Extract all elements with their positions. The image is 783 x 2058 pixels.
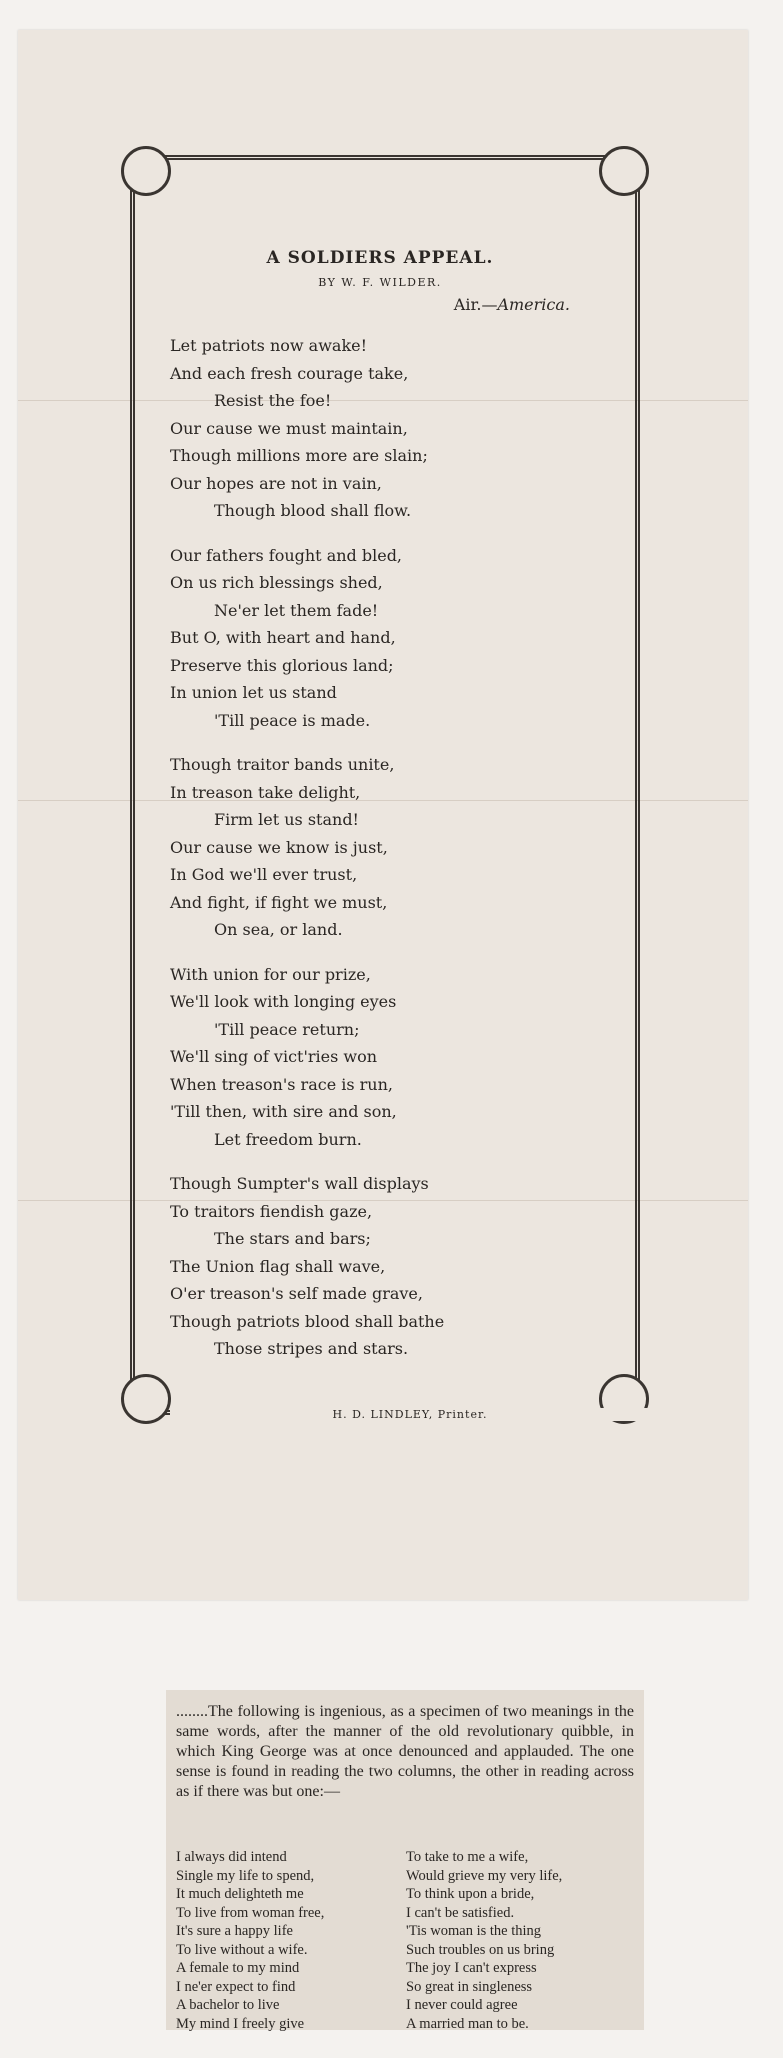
poem-line: But O, with heart and hand, (170, 628, 396, 647)
poem-line: In union let us stand (170, 683, 337, 702)
poem-line: Though traitor bands unite, (170, 755, 395, 774)
clipping-intro: ........The following is ingenious, as a specimen of two meanings in the same words, after the manner of the old revolutionary quibble, in which King George was at once denounced and applauded. The one sense is found in reading the two columns, the other in reading across as if there was but one:— (176, 1703, 634, 1800)
poem-line: Ne'er let them fade! (214, 600, 379, 620)
clipping-line: Single my life to spend, (176, 1867, 315, 1884)
clipping-columns (176, 1848, 636, 2033)
clipping-line: Such troubles on us bring (406, 1941, 555, 1958)
corner-ornament (599, 146, 649, 196)
poem (170, 248, 590, 1380)
poem-line: We'll look with longing eyes (170, 992, 397, 1011)
poem-line: We'll sing of vict'ries won (170, 1047, 378, 1066)
poem-line: 'Till then, with sire and son, (170, 1102, 397, 1121)
clipping-line: It's sure a happy life (176, 1923, 293, 1939)
clipping-line: A female to my mind (176, 1960, 300, 1976)
poem-line: And fight, if fight we must, (170, 892, 388, 912)
stanza (170, 961, 590, 1154)
clipping-line: The joy I can't express (406, 1960, 537, 1976)
clipping-line: I always did intend (176, 1849, 287, 1865)
clipping-line: To think upon a bride, (406, 1886, 535, 1902)
clipping-line: A bachelor to live (176, 1997, 280, 2013)
corner-ornament (121, 1374, 171, 1424)
stanzas (170, 332, 590, 1363)
air-prefix: Air.— (453, 295, 498, 314)
poem-line: In treason take delight, (170, 782, 361, 802)
poem-line: Let patriots now awake! (170, 336, 368, 355)
clipping-line: I never could agree (406, 1997, 518, 2013)
poem-line: The Union flag shall wave, (170, 1256, 386, 1276)
poem-line: Though patriots blood shall bathe (170, 1311, 445, 1331)
clipping-line: To take to me a wife, (406, 1849, 529, 1865)
stanza (170, 542, 590, 735)
air-tune: America. (497, 295, 570, 314)
poem-line: On us rich blessings shed, (170, 573, 383, 592)
right-column (406, 1848, 636, 2033)
poem-line: Let freedom burn. (214, 1129, 362, 1149)
poem-line: When treason's race is run, (170, 1074, 393, 1094)
clipping-line: So great in singleness (406, 1978, 533, 1995)
poem-line: On sea, or land. (214, 920, 343, 939)
poem-line: Resist the foe! (214, 391, 332, 410)
poem-line: Our cause we must maintain, (170, 418, 408, 438)
poem-line: Though blood shall flow. (214, 501, 412, 520)
left-column (176, 1848, 406, 2033)
poem-line: Our fathers fought and bled, (170, 545, 403, 565)
air-line (170, 295, 590, 314)
clipping-line: 'Tis woman is the thing (406, 1923, 542, 1939)
poem-line: To traitors fiendish gaze, (170, 1201, 373, 1221)
stanza (170, 1170, 590, 1363)
clipping-line: It much delighteth me (176, 1886, 304, 1902)
newspaper-clipping (166, 1690, 644, 2030)
clipping-line: A married man to be. (406, 2015, 529, 2032)
poem-byline: BY W. F. WILDER. (318, 276, 442, 289)
poem-line: Though millions more are slain; (170, 446, 428, 465)
poem-line: And each fresh courage take, (170, 363, 409, 383)
stanza (170, 332, 590, 525)
corner-ornament (121, 146, 171, 196)
clipping-line: To live without a wife. (176, 1941, 308, 1958)
poem-line: With union for our prize, (170, 964, 371, 984)
poem-line: Firm let us stand! (214, 810, 359, 829)
poem-line: Those stripes and stars. (214, 1339, 409, 1358)
poem-line: The stars and bars; (214, 1229, 371, 1248)
clipping-line: To live from woman free, (176, 1904, 325, 1921)
clipping-line: I ne'er expect to find (176, 1978, 296, 1995)
clipping-line: I can't be satisfied. (406, 1904, 515, 1921)
poem-line: 'Till peace return; (214, 1019, 360, 1039)
stanza (170, 751, 590, 944)
poem-line: In God we'll ever trust, (170, 865, 358, 884)
poem-line: Though Sumpter's wall displays (170, 1174, 429, 1193)
poem-line: Our cause we know is just, (170, 837, 388, 857)
poem-line: 'Till peace is made. (214, 710, 371, 730)
printer-imprint: H. D. LINDLEY, Printer. (170, 1408, 650, 1421)
clipping-line: Would grieve my very life, (406, 1867, 563, 1884)
clipping-line: My mind I freely give (176, 2015, 305, 2032)
poem-line: Our hopes are not in vain, (170, 473, 382, 493)
poem-line: O'er treason's self made grave, (170, 1284, 423, 1303)
poem-line: Preserve this glorious land; (170, 655, 394, 675)
poem-title: A SOLDIERS APPEAL. (266, 248, 494, 268)
